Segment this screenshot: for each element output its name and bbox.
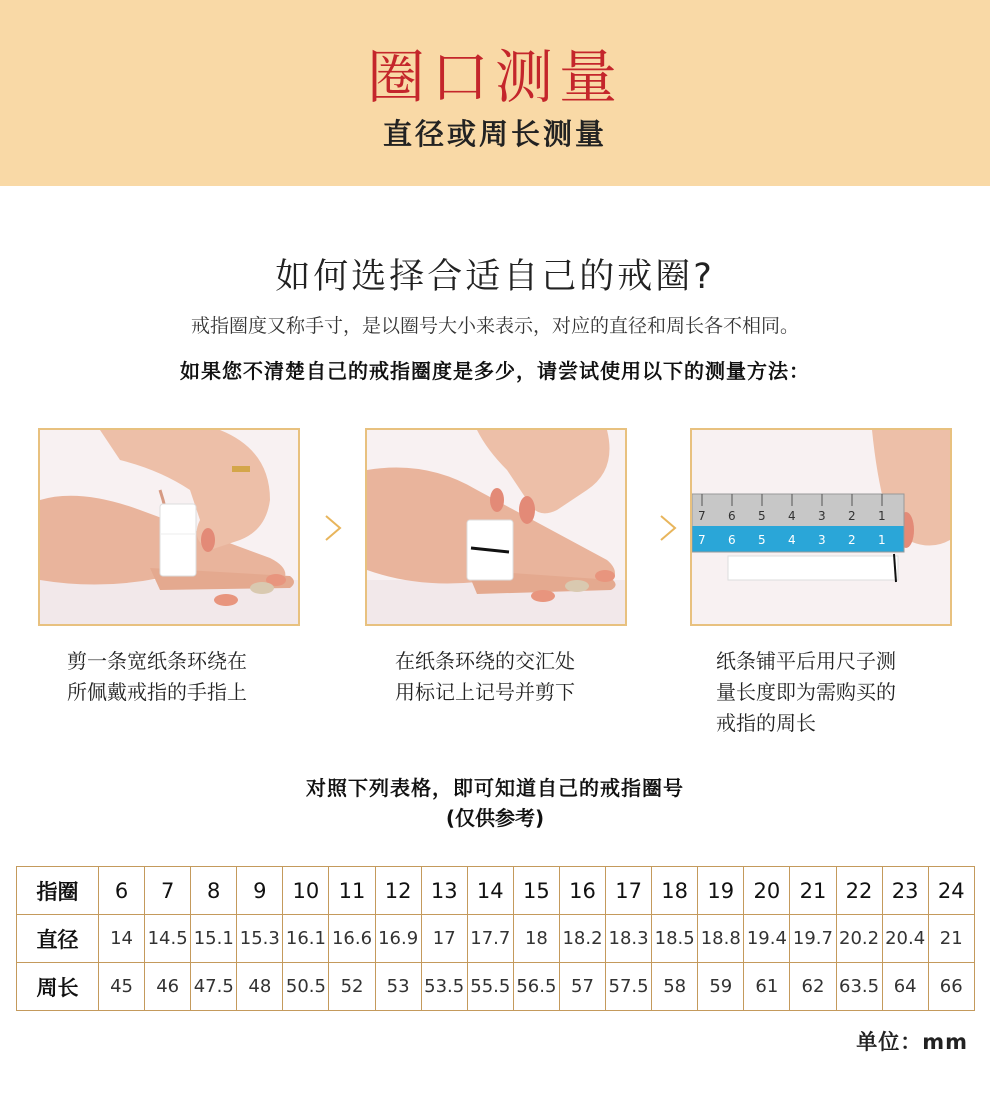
table-cell: 19.7 [790,915,836,963]
hand-wrapping-paper-strip-image [40,430,298,624]
size-header-cell: 22 [836,867,882,915]
ruler-number: 7 [698,533,706,547]
size-header-cell: 7 [145,867,191,915]
table-cell: 57.5 [606,963,652,1011]
caption-line: 所佩戴戒指的手指上 [67,680,247,704]
table-cell: 18 [513,915,559,963]
step-1-photo [38,428,300,626]
table-cell: 56.5 [513,963,559,1011]
description-text: 戒指圈度又称手寸，是以圈号大小来表示，对应的直径和周长各不相同。 [190,315,799,337]
table-cell: 57 [559,963,605,1011]
table-cell: 53 [375,963,421,1011]
table-cell: 47.5 [191,963,237,1011]
ruler-number: 6 [728,509,736,523]
caption-line: 剪一条宽纸条环绕在 [67,649,247,673]
row-label: 直径 [17,915,99,963]
ruler-number: 3 [818,533,826,547]
size-header-cell: 14 [467,867,513,915]
table-header-row [17,867,975,915]
size-header-cell: 12 [375,867,421,915]
unit-label: 单位：mm [856,1030,968,1054]
table-cell: 17.7 [467,915,513,963]
table-cell: 55.5 [467,963,513,1011]
size-header-cell: 21 [790,867,836,915]
table-cell: 52 [329,963,375,1011]
size-header-cell: 9 [237,867,283,915]
table-cell: 18.8 [698,915,744,963]
size-header-cell: 24 [928,867,974,915]
table-cell: 15.3 [237,915,283,963]
table-title: 对照下列表格，即可知道自己的戒指圈号 [306,776,684,800]
ruler-number: 5 [758,509,766,523]
size-header-cell: 15 [513,867,559,915]
table-cell: 53.5 [421,963,467,1011]
ruler-number: 5 [758,533,766,547]
next-step-arrow-icon [659,514,677,542]
table-cell: 21 [928,915,974,963]
table-cell: 20.2 [836,915,882,963]
table-cell: 20.4 [882,915,928,963]
table-cell: 14.5 [145,915,191,963]
size-header-cell: 17 [606,867,652,915]
row-label: 指圈 [17,867,99,915]
size-header-cell: 8 [191,867,237,915]
method-hint: 如果您不清楚自己的戒指圈度是多少，请尝试使用以下的测量方法： [180,359,810,383]
next-step-arrow-icon [324,514,342,542]
ruler-number: 2 [848,509,856,523]
step-2-caption [395,646,635,708]
size-header-cell: 19 [698,867,744,915]
ruler-number: 3 [818,509,826,523]
table-cell: 17 [421,915,467,963]
caption-line: 量长度即为需购买的 [716,680,896,704]
step-1-caption [67,646,307,708]
table-cell: 50.5 [283,963,329,1011]
table-cell: 18.2 [559,915,605,963]
caption-line: 用标记上记号并剪下 [395,680,575,704]
ruler-number: 1 [878,533,886,547]
ruler-number: 7 [698,509,706,523]
header-banner [0,0,990,186]
table-cell: 18.3 [606,915,652,963]
size-header-cell: 6 [99,867,145,915]
table-cell: 16.9 [375,915,421,963]
table-cell: 15.1 [191,915,237,963]
table-cell: 19.4 [744,915,790,963]
step-2-photo [365,428,627,626]
size-header-cell: 20 [744,867,790,915]
table-note: (仅供参考) [445,806,545,830]
question-heading: 如何选择合适自己的戒圈? [275,257,715,297]
table-cell: 64 [882,963,928,1011]
caption-line: 戒指的周长 [716,711,816,735]
hand-marking-paper-strip-image [367,430,625,624]
ring-size-table [16,866,975,1011]
ruler-number: 6 [728,533,736,547]
table-cell: 16.1 [283,915,329,963]
size-header-cell: 13 [421,867,467,915]
table-row [17,915,975,963]
ruler-number: 4 [788,509,796,523]
banner-title: 圈口测量 [366,43,623,111]
size-header-cell: 10 [283,867,329,915]
size-header-cell: 16 [559,867,605,915]
caption-line: 在纸条环绕的交汇处 [395,649,575,673]
ruler-measuring-strip-image [692,430,950,624]
table-row [17,963,975,1011]
caption-line: 纸条铺平后用尺子测 [716,649,896,673]
table-cell: 16.6 [329,915,375,963]
size-header-cell: 11 [329,867,375,915]
step-3-photo [690,428,952,626]
ruler-number: 1 [878,509,886,523]
table-cell: 66 [928,963,974,1011]
table-cell: 59 [698,963,744,1011]
size-header-cell: 18 [652,867,698,915]
table-cell: 61 [744,963,790,1011]
table-cell: 14 [99,915,145,963]
row-label: 周长 [17,963,99,1011]
table-cell: 62 [790,963,836,1011]
table-cell: 46 [145,963,191,1011]
ruler-number: 4 [788,533,796,547]
table-cell: 45 [99,963,145,1011]
table-cell: 58 [652,963,698,1011]
banner-subtitle: 直径或周长测量 [382,117,607,151]
table-cell: 63.5 [836,963,882,1011]
size-header-cell: 23 [882,867,928,915]
table-cell: 48 [237,963,283,1011]
ruler-number: 2 [848,533,856,547]
table-cell: 18.5 [652,915,698,963]
step-3-caption [716,646,956,739]
